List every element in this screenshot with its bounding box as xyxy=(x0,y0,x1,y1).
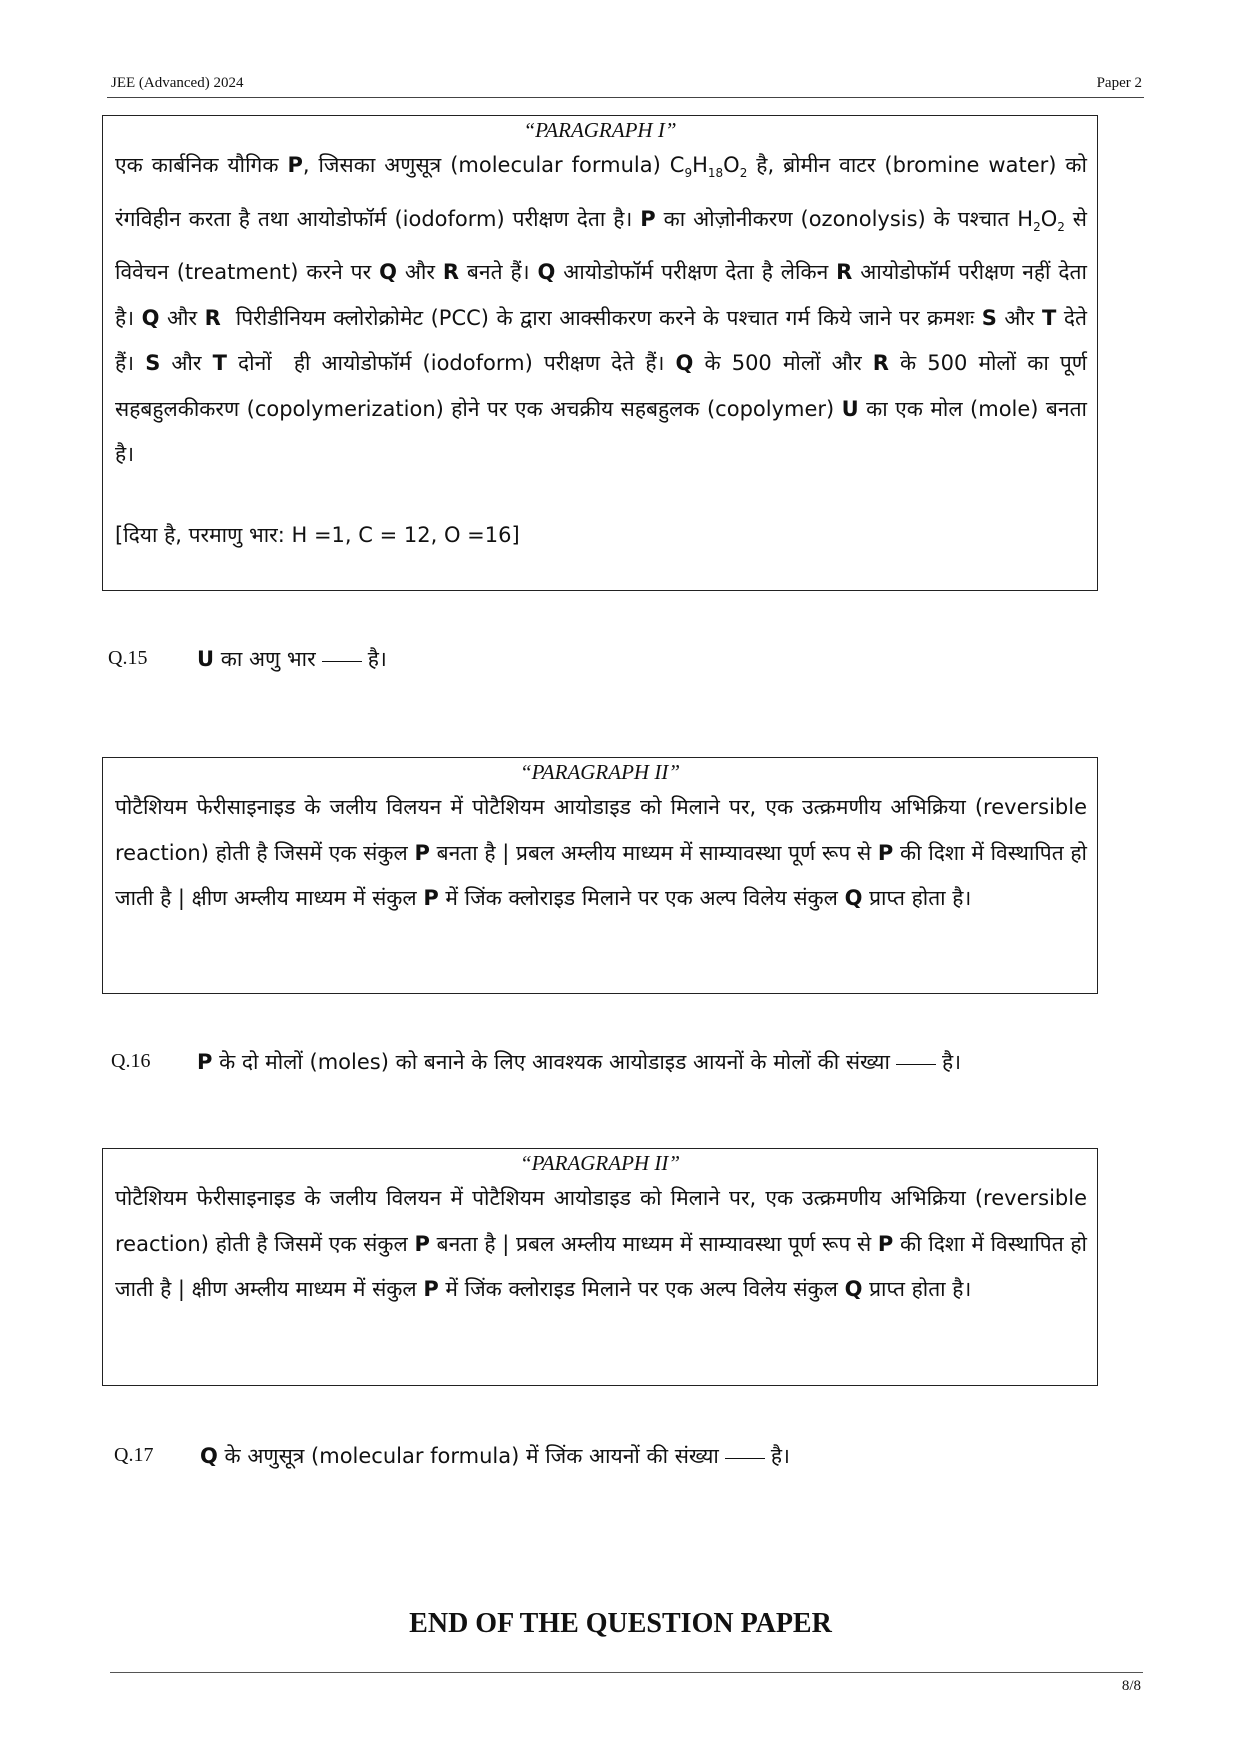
header-paper-label: Paper 2 xyxy=(1096,75,1142,91)
paragraph-2-box xyxy=(102,757,1098,994)
question-16-end: है। xyxy=(941,1050,962,1074)
question-15-stem: का अणु भार xyxy=(220,647,316,671)
footer-divider xyxy=(110,1672,1143,1673)
paragraph-3-box xyxy=(102,1148,1098,1386)
header-divider xyxy=(107,97,1144,98)
question-17-end: है। xyxy=(770,1444,790,1468)
question-17-label: Q xyxy=(200,1444,218,1468)
question-17-text xyxy=(200,1442,790,1470)
page-number: 8/8 xyxy=(1121,1678,1141,1694)
question-15-end: है। xyxy=(367,647,387,671)
question-16-number: Q.16 xyxy=(111,1050,151,1072)
answer-blank xyxy=(896,1064,936,1065)
paragraph-2-text: पोटैशियम फेरीसाइनाइड के जलीय विलयन में पोटैशियम आयोडाइड को मिलाने पर, एक उत्क्रमणीय अभिक्रिया (reversible reaction) होती है जिसमें एक संकुल P बनता है | प्रबल अम्लीय माध्यम में साम्यावस्था पूर्ण रूप से P की दिशा में विस्थापित हो जाती है | क्षीण अम्लीय माध्यम में संकुल P में जिंक क्लोराइड मिलाने पर एक अल्प विलेय संकुल Q प्राप्त होता है। xyxy=(115,795,1087,910)
question-15-number: Q.15 xyxy=(108,647,148,669)
question-17-number: Q.17 xyxy=(114,1444,154,1466)
question-16-label: P xyxy=(197,1050,213,1074)
question-15-text xyxy=(197,645,387,673)
paragraph-1-text: एक कार्बनिक यौगिक P, जिसका अणुसूत्र (molecular formula) $C_9H_{18}O_2$ है, ब्रोमीन वाटर (bromine water) को रंगविहीन करता है तथा आयोडोफॉर्म (iodoform) परीक्षण देता है। P का ओज़ोनीकरण (ozonolysis) के पश्चात $H_2O_2$ से विवेचन (treatment) करने पर Q और R बनते हैं। Q आयोडोफॉर्म परीक्षण देता है लेकिन R आयोडोफॉर्म परीक्षण नहीं देता है। Q और R पिरीडीनियम क्लोरोक्रोमेट (PCC) के द्वारा आक्सीकरण करने के पश्चात गर्म किये जाने पर क्रमशः S और T देते हैं। S और T दोनों ही आयोडोफॉर्म (iodoform) परीक्षण देते हैं। Q के 500 मोलों और R के 500 मोलों का पूर्ण सहबहुलकीकरण (copolymerization) होने पर एक अचक्रीय सहबहुलक (copolymer) U का एक मोल (mole) बनता है। xyxy=(115,153,1087,467)
question-16-stem: के दो मोलों (moles) को बनाने के लिए आवश्यक आयोडाइड आयनों के मोलों की संख्या xyxy=(219,1050,890,1074)
question-17-stem: के अणुसूत्र (molecular formula) में जिंक आयनों की संख्या xyxy=(224,1444,719,1468)
paragraph-1-title: “PARAGRAPH I” xyxy=(523,118,677,142)
header-exam-title: JEE (Advanced) 2024 xyxy=(111,75,244,91)
question-15-label: U xyxy=(197,647,215,671)
paragraph-1-box xyxy=(102,115,1098,591)
question-16-text xyxy=(197,1048,961,1076)
end-of-paper-title: END OF THE QUESTION PAPER xyxy=(409,1608,832,1639)
paragraph-3-text: पोटैशियम फेरीसाइनाइड के जलीय विलयन में पोटैशियम आयोडाइड को मिलाने पर, एक उत्क्रमणीय अभिक्रिया (reversible reaction) होती है जिसमें एक संकुल P बनता है | प्रबल अम्लीय माध्यम में साम्यावस्था पूर्ण रूप से P की दिशा में विस्थापित हो जाती है | क्षीण अम्लीय माध्यम में संकुल P में जिंक क्लोराइड मिलाने पर एक अल्प विलेय संकुल Q प्राप्त होता है। xyxy=(115,1186,1087,1301)
answer-blank xyxy=(725,1458,765,1459)
atomic-mass-note: [दिया है, परमाणु भार: H =1, C = 12, O =16] xyxy=(115,523,520,547)
answer-blank xyxy=(322,661,362,662)
paragraph-3-title: “PARAGRAPH II” xyxy=(519,1151,680,1175)
paragraph-2-title: “PARAGRAPH II” xyxy=(519,760,680,784)
